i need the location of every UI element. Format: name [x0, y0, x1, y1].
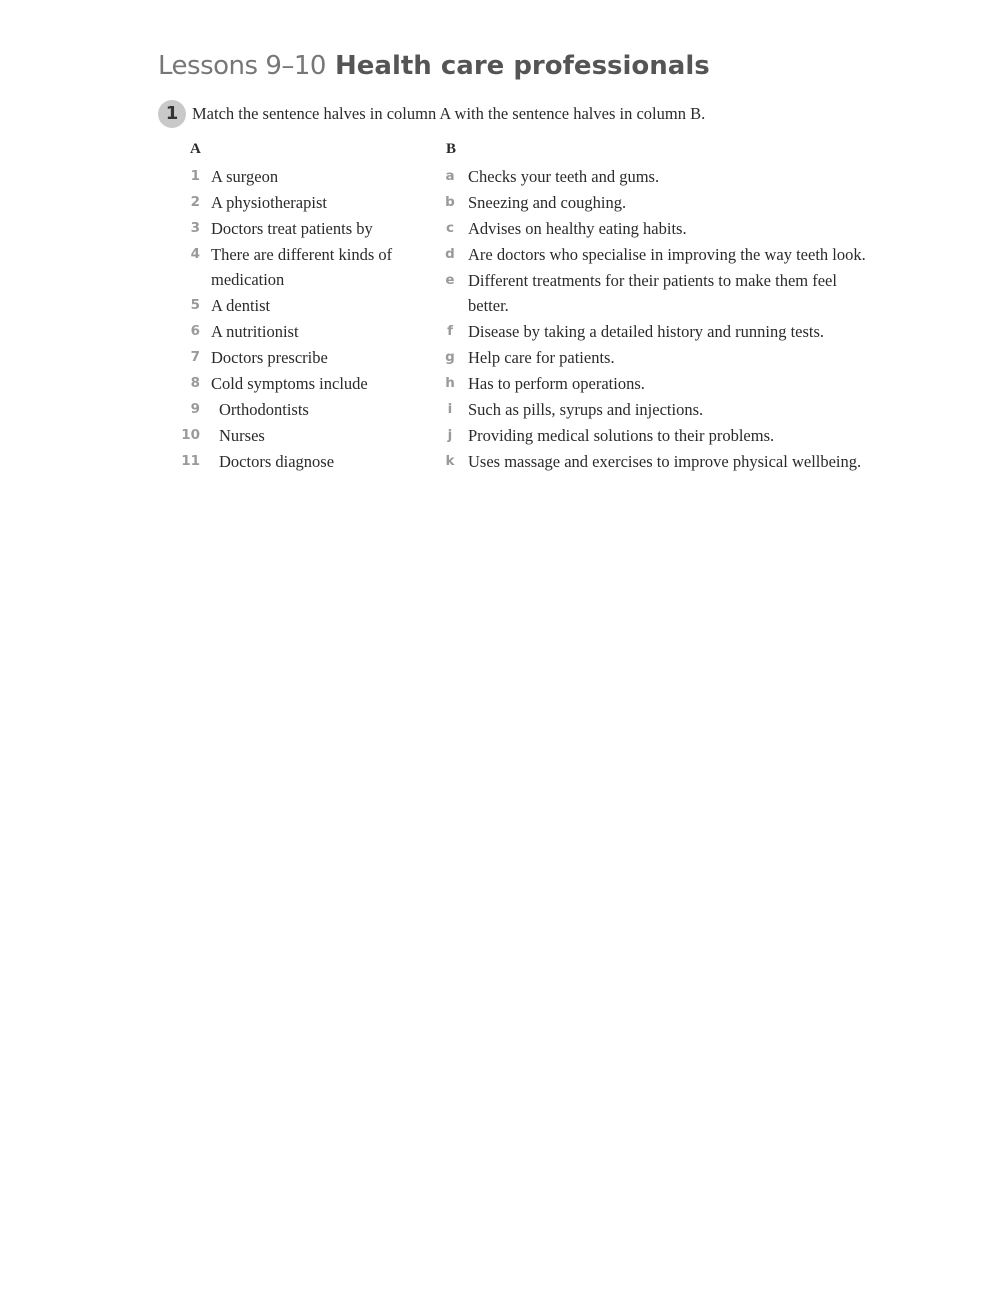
item-text: Uses massage and exercises to improve physical wellbeing.	[468, 452, 862, 471]
item-text: Such as pills, syrups and injections.	[468, 400, 704, 419]
column-b-item	[444, 449, 874, 474]
item-letter: i	[447, 401, 453, 417]
item-number: 11	[181, 453, 200, 469]
column-a-item	[180, 449, 420, 474]
lesson-range: Lessons 9–10	[158, 51, 326, 81]
column-a-item	[180, 397, 420, 422]
column-b-item	[444, 397, 874, 422]
item-number: 7	[190, 349, 200, 365]
item-number: 8	[190, 375, 200, 391]
item-text: A surgeon	[211, 167, 279, 186]
item-letter: d	[445, 246, 455, 262]
item-text: Sneezing and coughing.	[468, 193, 627, 212]
item-letter: g	[445, 349, 455, 365]
item-number: 10	[181, 427, 200, 443]
item-letter: k	[445, 453, 455, 469]
column-b-item	[444, 423, 874, 448]
item-letter: f	[447, 323, 453, 339]
column-a-item	[180, 319, 420, 344]
column-a-item	[180, 164, 420, 189]
exercise-instruction	[158, 100, 705, 128]
column-b-list	[444, 164, 874, 475]
item-text: Doctors diagnose	[219, 452, 335, 471]
item-text: Doctors treat patients by	[211, 219, 373, 238]
topic-title: Health care professionals	[335, 51, 710, 81]
item-text: Checks your teeth and gums.	[468, 167, 660, 186]
column-a-heading: A	[190, 141, 201, 157]
column-a-item	[180, 345, 420, 370]
item-text: A nutritionist	[211, 322, 299, 341]
item-text: Doctors prescribe	[211, 348, 328, 367]
column-a-item	[180, 190, 420, 215]
item-text: Has to perform operations.	[468, 374, 645, 393]
item-text: Different treatments for their patients to make them feel better.	[468, 271, 837, 315]
column-b-item	[444, 345, 874, 370]
page-title	[158, 48, 710, 84]
item-letter: e	[445, 272, 455, 288]
item-number: 2	[190, 194, 200, 210]
item-number: 1	[190, 168, 200, 184]
item-letter: j	[447, 427, 453, 443]
column-b-item	[444, 164, 874, 189]
item-number: 9	[190, 401, 200, 417]
item-text: Providing medical solutions to their problems.	[468, 426, 775, 445]
item-text: A physiotherapist	[211, 193, 327, 212]
column-b-heading: B	[446, 141, 457, 157]
item-letter: b	[445, 194, 455, 210]
item-text: There are different kinds of medication	[211, 245, 393, 289]
item-text: Cold symptoms include	[211, 374, 368, 393]
column-a-item	[180, 371, 420, 396]
item-text: Nurses	[219, 426, 265, 445]
column-b-item	[444, 371, 874, 396]
item-letter: h	[445, 375, 455, 391]
column-a-item	[180, 293, 420, 318]
item-text: Help care for patients.	[468, 348, 615, 367]
item-text: Advises on healthy eating habits.	[468, 219, 687, 238]
item-text: Are doctors who specialise in improving the way teeth look.	[468, 245, 866, 264]
column-a-list	[180, 164, 420, 475]
column-b-item	[444, 319, 874, 344]
item-number: 5	[190, 297, 200, 313]
item-text: Disease by taking a detailed history and running tests.	[468, 322, 825, 341]
item-number: 6	[190, 323, 200, 339]
item-letter: c	[445, 220, 454, 236]
item-number: 3	[190, 220, 200, 236]
column-b-item	[444, 216, 874, 241]
exercise-number-badge: 1	[158, 100, 186, 128]
item-text: Orthodontists	[219, 400, 309, 419]
instruction-text: Match the sentence halves in column A with the sentence halves in column B.	[192, 104, 706, 123]
column-b-item	[444, 190, 874, 215]
item-text: A dentist	[211, 296, 271, 315]
item-letter: a	[445, 168, 455, 184]
column-b-item	[444, 268, 874, 318]
column-b-item	[444, 242, 874, 267]
item-number: 4	[190, 246, 200, 262]
column-a-item	[180, 242, 420, 292]
column-a-item	[180, 423, 420, 448]
column-a-item	[180, 216, 420, 241]
